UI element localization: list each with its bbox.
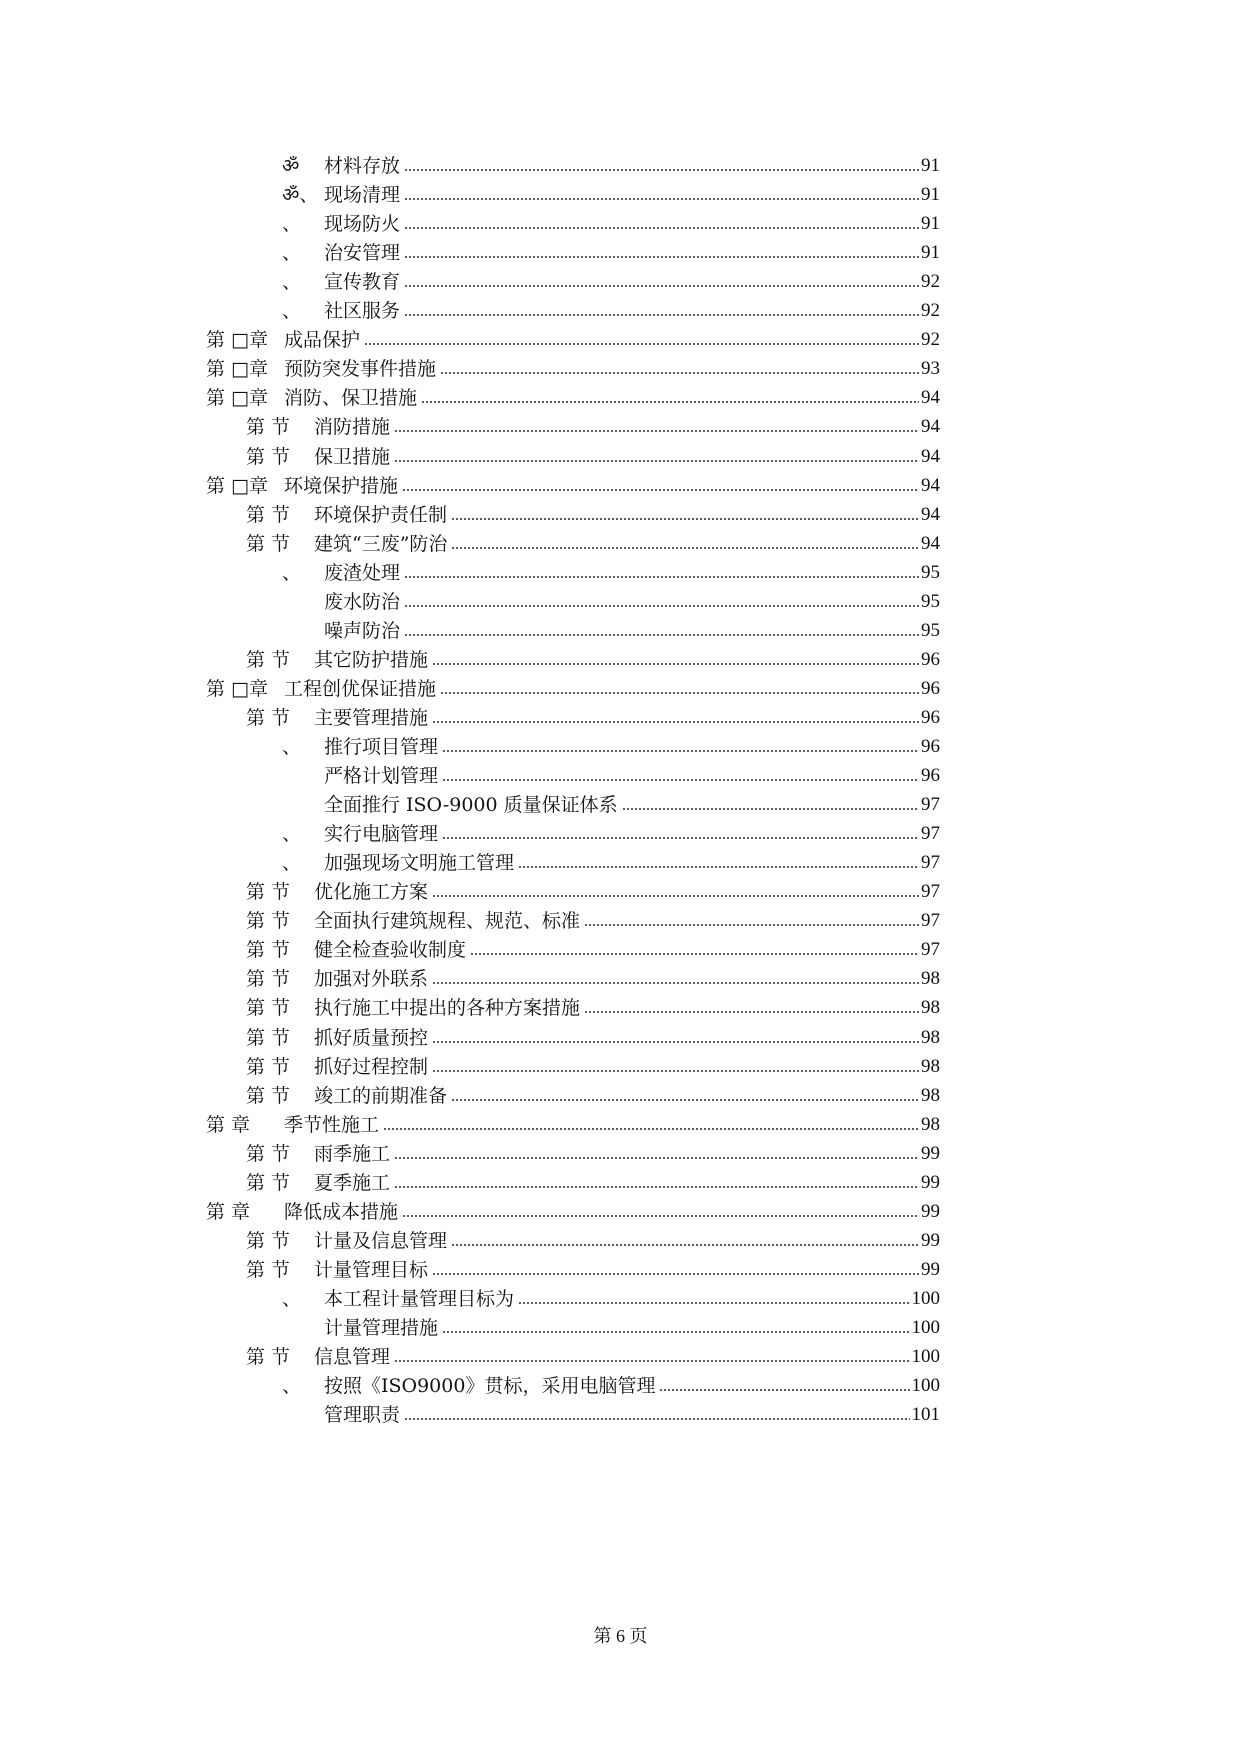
- toc-entry-page-number: 100: [911, 1346, 940, 1368]
- toc-entry-number: 、: [282, 1287, 302, 1310]
- toc-entry-title: 治安管理: [324, 242, 401, 265]
- toc-entry-title: 消防、保卫措施: [284, 387, 418, 410]
- dot-leader: [432, 1272, 919, 1276]
- toc-entry-level-3[interactable]: [282, 237, 940, 265]
- toc-entry-page-number: 95: [921, 590, 940, 612]
- dot-leader: [442, 778, 919, 782]
- toc-entry-title: 宣传教育: [324, 271, 401, 294]
- toc-entry-page-number: 99: [921, 1258, 940, 1280]
- toc-entry-level-1[interactable]: [206, 382, 940, 410]
- toc-entry-title: 预防突发事件措施: [284, 358, 437, 381]
- toc-entry-title: 竣工的前期准备: [314, 1084, 448, 1107]
- toc-entry-title: 全面执行建筑规程、规范、标准: [314, 910, 581, 933]
- toc-entry-level-2[interactable]: [246, 934, 940, 962]
- dot-leader: [404, 197, 919, 201]
- toc-entry-page-number: 99: [921, 1200, 940, 1222]
- toc-entry-level-1[interactable]: [206, 353, 940, 381]
- toc-entry-page-number: 97: [921, 881, 940, 903]
- toc-entry-title: 季节性施工: [284, 1113, 380, 1136]
- toc-entry-level-2[interactable]: [246, 1225, 940, 1253]
- dot-leader: [404, 575, 919, 579]
- toc-entry-title: 执行施工中提出的各种方案措施: [314, 997, 581, 1020]
- dot-leader: [432, 1040, 919, 1044]
- toc-entry-number: 第 节: [246, 503, 291, 526]
- toc-entry-page-number: 91: [921, 155, 940, 176]
- toc-entry-title: 计量管理措施: [324, 1317, 439, 1339]
- toc-entry-page-number: 91: [921, 213, 940, 235]
- toc-entry-level-2[interactable]: [246, 876, 940, 904]
- dot-leader: [364, 342, 919, 346]
- toc-entry-page-number: 94: [921, 503, 940, 525]
- dot-leader: [584, 923, 919, 927]
- toc-entry-title: 管理职责: [324, 1404, 401, 1427]
- toc-entry-page-number: 98: [921, 1113, 940, 1135]
- toc-entry-page-number: 91: [921, 242, 940, 264]
- toc-entry-number: 、: [282, 242, 302, 265]
- toc-entry-number: 第 □章: [206, 358, 268, 381]
- toc-entry-number: 、: [282, 736, 302, 758]
- dot-leader: [470, 952, 919, 956]
- toc-entry-page-number: 98: [921, 1026, 940, 1048]
- toc-entry-page-number: 92: [921, 300, 940, 322]
- toc-entry-level-2[interactable]: [246, 702, 940, 730]
- toc-entry-number: 第 节: [246, 1258, 291, 1281]
- dot-leader: [404, 1417, 909, 1421]
- dot-leader: [394, 1156, 919, 1160]
- toc-entry-level-3[interactable]: [282, 586, 940, 614]
- toc-entry-page-number: 98: [921, 1055, 940, 1077]
- toc-entry-title: 抓好过程控制: [314, 1055, 429, 1078]
- dot-leader: [394, 1359, 909, 1363]
- toc-entry-number: 第 节: [246, 1142, 291, 1165]
- toc-entry-page-number: 96: [921, 648, 940, 670]
- dot-leader: [404, 284, 919, 288]
- dot-leader: [518, 1301, 909, 1305]
- toc-entry-number: 第 □章: [206, 677, 268, 700]
- toc-entry-title: 环境保护措施: [284, 474, 399, 497]
- dot-leader: [442, 1330, 909, 1334]
- toc-entry-number: 、: [282, 271, 302, 294]
- dot-leader: [584, 1010, 919, 1014]
- toc-entry-page-number: 97: [921, 794, 940, 816]
- toc-entry-page-number: 96: [921, 765, 940, 787]
- dot-leader: [394, 1185, 919, 1189]
- toc-entry-level-1[interactable]: [206, 673, 940, 701]
- page-footer: 第 6 页: [593, 1626, 648, 1646]
- dot-leader: [383, 1127, 919, 1131]
- toc-entry-page-number: 98: [921, 1084, 940, 1106]
- toc-entry-page-number: 94: [921, 387, 940, 409]
- toc-entry-title: 其它防护措施: [314, 648, 429, 671]
- toc-entry-page-number: 97: [921, 910, 940, 932]
- toc-entry-title: 废渣处理: [324, 561, 401, 584]
- toc-entry-level-3[interactable]: [282, 789, 940, 817]
- toc-entry-level-3[interactable]: [282, 818, 940, 846]
- toc-entry-number: 、: [282, 1375, 302, 1398]
- toc-entry-number: ॐ、: [282, 184, 319, 207]
- toc-entry-title: 计量及信息管理: [314, 1229, 448, 1252]
- toc-entry-level-2[interactable]: [246, 992, 940, 1020]
- toc-entry-number: 第 节: [246, 910, 291, 933]
- toc-entry-level-2[interactable]: [246, 441, 940, 469]
- dot-leader: [394, 459, 919, 463]
- toc-entry-title: 抓好质量预控: [314, 1026, 429, 1049]
- toc-entry-page-number: 99: [921, 1171, 940, 1193]
- toc-entry-title: 雨季施工: [314, 1142, 391, 1165]
- toc-entry-number: 、: [282, 823, 302, 846]
- toc-entry-page-number: 97: [921, 939, 940, 961]
- toc-entry-title: 社区服务: [324, 300, 401, 323]
- toc-entry-title: 实行电脑管理: [324, 823, 439, 846]
- dot-leader: [432, 894, 919, 898]
- toc-entry-page-number: 96: [921, 706, 940, 728]
- toc-entry-page-number: 100: [911, 1317, 940, 1338]
- toc-entry-title: 主要管理措施: [314, 706, 429, 729]
- dot-leader: [451, 1243, 919, 1247]
- dot-leader: [432, 720, 919, 724]
- toc-entry-page-number: 95: [921, 561, 940, 583]
- toc-entry-number: 第 节: [246, 1026, 291, 1049]
- dot-leader: [404, 633, 919, 637]
- toc-entry-title: 现场清理: [324, 184, 401, 207]
- toc-entry-page-number: 100: [911, 1287, 940, 1309]
- toc-entry-number: 第 节: [246, 1055, 291, 1078]
- toc-entry-level-2[interactable]: [246, 905, 940, 933]
- toc-entry-number: 第 节: [246, 1171, 291, 1194]
- dot-leader: [442, 836, 919, 840]
- toc-entry-number: 第 节: [246, 706, 291, 729]
- toc-entry-page-number: 98: [921, 997, 940, 1019]
- toc-entry-number: 第 节: [246, 939, 291, 962]
- toc-entry-level-3[interactable]: [282, 760, 940, 788]
- toc-entry-number: 第 节: [246, 997, 291, 1020]
- dot-leader: [451, 517, 919, 521]
- toc-entry-page-number: 91: [921, 184, 940, 206]
- dot-leader: [421, 400, 919, 404]
- toc-entry-level-3[interactable]: [282, 1312, 940, 1340]
- toc-entry-level-2[interactable]: [246, 1022, 940, 1050]
- toc-entry-page-number: 100: [911, 1375, 940, 1397]
- toc-entry-page-number: 96: [921, 677, 940, 699]
- toc-entry-page-number: 98: [921, 968, 940, 990]
- toc-entry-number: 、: [282, 300, 302, 323]
- toc-entry-number: 、: [282, 561, 302, 584]
- toc-entry-title: 本工程计量管理目标为: [324, 1287, 515, 1310]
- dot-leader: [394, 429, 919, 433]
- toc-entry-level-3[interactable]: [282, 731, 940, 759]
- toc-entry-page-number: 93: [921, 358, 940, 380]
- toc-entry-number: 第 章: [206, 1200, 251, 1223]
- toc-entry-level-3[interactable]: [282, 1283, 940, 1311]
- toc-entry-page-number: 96: [921, 736, 940, 757]
- toc-entry-level-2[interactable]: [246, 528, 940, 556]
- dot-leader: [432, 981, 919, 985]
- toc-entry-title: 优化施工方案: [314, 881, 429, 904]
- toc-entry-number: 第 节: [246, 881, 291, 904]
- toc-entry-title: 推行项目管理: [324, 736, 439, 758]
- dot-leader: [451, 1098, 919, 1102]
- toc-entry-title: 材料存放: [324, 155, 401, 177]
- dot-leader: [404, 313, 919, 317]
- dot-leader: [404, 255, 919, 259]
- dot-leader: [659, 1388, 909, 1392]
- toc-entry-level-1[interactable]: [206, 1196, 940, 1224]
- toc-entry-level-3[interactable]: [282, 295, 940, 323]
- toc-entry-level-2[interactable]: [246, 963, 940, 991]
- dot-leader: [518, 865, 919, 869]
- toc-entry-title: 加强对外联系: [314, 968, 429, 991]
- toc-entry-title: 加强现场文明施工管理: [324, 852, 515, 875]
- toc-entry-page-number: 94: [921, 445, 940, 467]
- toc-entry-number: 第 节: [246, 1084, 291, 1107]
- toc-entry-page-number: 92: [921, 271, 940, 293]
- dot-leader: [622, 807, 919, 811]
- dot-leader: [402, 488, 919, 492]
- toc-entry-title: 全面推行 ISO-9000 质量保证体系: [324, 794, 618, 817]
- dot-leader: [404, 604, 919, 608]
- toc-entry-title: 严格计划管理: [324, 765, 439, 788]
- toc-entry-level-1[interactable]: [206, 470, 940, 498]
- toc-entry-title: 信息管理: [314, 1346, 391, 1369]
- toc-entry-page-number: 95: [921, 619, 940, 641]
- toc-entry-level-3[interactable]: [282, 150, 940, 178]
- dot-leader: [432, 662, 919, 666]
- toc-entry-title: 废水防治: [324, 590, 401, 613]
- toc-entry-level-2[interactable]: [246, 1167, 940, 1195]
- toc-entry-number: 第 节: [246, 532, 291, 555]
- toc-entry-number: 第 章: [206, 1113, 251, 1136]
- toc-entry-number: 第 节: [246, 968, 291, 991]
- toc-entry-title: 建筑“三废”防治: [314, 532, 448, 555]
- toc-entry-level-3[interactable]: [282, 557, 940, 585]
- toc-entry-number: 第 节: [246, 1346, 291, 1369]
- toc-entry-number: 、: [282, 852, 302, 875]
- dot-leader: [440, 371, 919, 375]
- toc-entry-page-number: 99: [921, 1229, 940, 1251]
- toc-entry-level-2[interactable]: [246, 1080, 940, 1108]
- toc-entry-level-1[interactable]: [206, 324, 940, 352]
- dot-leader: [442, 749, 919, 753]
- toc-entry-page-number: 99: [921, 1142, 940, 1164]
- toc-entry-title: 工程创优保证措施: [284, 677, 437, 700]
- toc-entry-title: 计量管理目标: [314, 1258, 429, 1281]
- toc-entry-page-number: 92: [921, 329, 940, 351]
- toc-entry-level-2[interactable]: [246, 1138, 940, 1166]
- dot-leader: [404, 168, 919, 172]
- toc-entry-title: 夏季施工: [314, 1171, 391, 1194]
- toc-entry-page-number: 94: [921, 474, 940, 496]
- toc-entry-number: 、: [282, 213, 302, 236]
- toc-entry-title: 环境保护责任制: [314, 503, 448, 526]
- toc-entry-level-2[interactable]: [246, 411, 940, 439]
- dot-leader: [451, 546, 919, 550]
- toc-entry-number: 第 节: [246, 445, 291, 468]
- toc-entry-page-number: 97: [921, 823, 940, 845]
- toc-entry-level-3[interactable]: [282, 266, 940, 294]
- dot-leader: [432, 1069, 919, 1073]
- toc-entry-level-2[interactable]: [246, 499, 940, 527]
- dot-leader: [402, 1214, 919, 1218]
- toc-entry-title: 健全检查验收制度: [314, 939, 467, 962]
- toc-entry-title: 消防措施: [314, 416, 391, 439]
- toc-entry-level-3[interactable]: [282, 1370, 940, 1398]
- toc-entry-level-3[interactable]: [282, 208, 940, 236]
- toc-entry-number: 第 节: [246, 648, 291, 671]
- dot-leader: [404, 226, 919, 230]
- toc-entry-page-number: 101: [911, 1404, 940, 1426]
- toc-entry-number: 第 节: [246, 416, 291, 439]
- toc-entry-title: 保卫措施: [314, 445, 391, 468]
- toc-entry-level-2[interactable]: [246, 1341, 940, 1369]
- toc-entry-page-number: 94: [921, 416, 940, 438]
- toc-entry-number: 第 □章: [206, 387, 268, 410]
- toc-entry-level-2[interactable]: [246, 644, 940, 672]
- toc-entry-title: 成品保护: [284, 329, 361, 352]
- toc-entry-title: 现场防火: [324, 213, 401, 236]
- dot-leader: [440, 691, 919, 695]
- toc-entry-level-3[interactable]: [282, 847, 940, 875]
- toc-entry-number: 第 □章: [206, 329, 268, 352]
- toc-entry-level-3[interactable]: [282, 179, 940, 207]
- toc-entry-level-3[interactable]: [282, 1399, 940, 1427]
- toc-entry-level-2[interactable]: [246, 1254, 940, 1282]
- toc-entry-title: 噪声防治: [324, 619, 401, 642]
- toc-entry-level-1[interactable]: [206, 1109, 940, 1137]
- toc-entry-level-2[interactable]: [246, 1051, 940, 1079]
- toc-entry-page-number: 94: [921, 532, 940, 554]
- toc-entry-page-number: 97: [921, 852, 940, 874]
- toc-entry-title: 按照《ISO9000》贯标，采用电脑管理: [324, 1375, 656, 1398]
- toc-entry-title: 降低成本措施: [284, 1200, 399, 1223]
- toc-entry-number: 第 □章: [206, 474, 268, 497]
- toc-entry-number: 第 节: [246, 1229, 291, 1252]
- toc-entry-number: ॐ: [282, 155, 300, 177]
- toc-entry-level-3[interactable]: [282, 615, 940, 643]
